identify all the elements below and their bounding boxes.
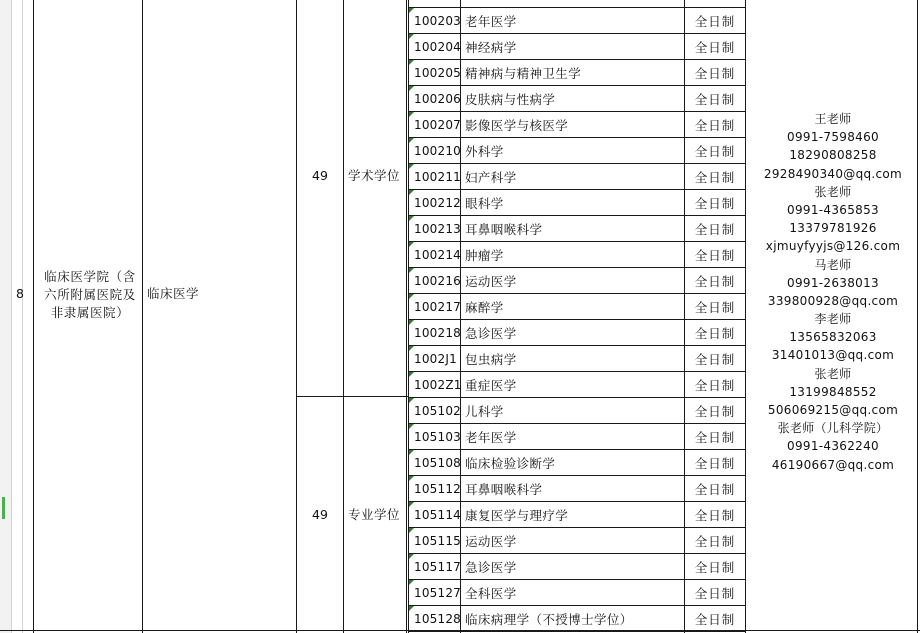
program-code-cell[interactable]: 105108: [414, 455, 462, 470]
col-border-i: [745, 0, 746, 633]
contact-line: 506069215@qq.com: [767, 403, 899, 417]
contact-line: 王老师: [814, 112, 852, 126]
professional-type-cell[interactable]: 专业学位: [348, 507, 401, 522]
study-mode-cell[interactable]: 全日制: [694, 65, 736, 81]
program-code-cell[interactable]: 100212: [414, 195, 462, 210]
contact-line: 0991-2638013: [787, 275, 879, 290]
program-code-cell[interactable]: 105114: [414, 507, 462, 522]
program-code-cell[interactable]: 100210: [414, 143, 462, 158]
study-mode-cell[interactable]: 全日制: [694, 507, 736, 523]
active-row-marker: [2, 497, 5, 519]
program-name-cell[interactable]: 神经病学: [465, 39, 517, 55]
gridline: [11, 0, 12, 633]
program-code-cell[interactable]: 100218: [414, 325, 462, 340]
contact-line: 张老师: [814, 366, 852, 381]
col-border-c: [296, 0, 297, 633]
contact-line: 张老师: [814, 184, 852, 199]
professional-quota-cell[interactable]: 49: [312, 507, 328, 522]
program-name-cell[interactable]: 耳鼻咽喉科学: [465, 221, 543, 237]
contact-cell[interactable]: [748, 110, 918, 474]
program-code-cell[interactable]: 1002Z1: [414, 377, 462, 392]
study-mode-cell[interactable]: 全日制: [694, 377, 736, 393]
contact-line: 马老师: [814, 257, 852, 272]
program-name-cell[interactable]: 影像医学与核医学: [465, 117, 569, 133]
program-name-cell[interactable]: 临床病理学（不授博士学位）: [465, 611, 633, 627]
program-name-cell[interactable]: 重症医学: [465, 377, 517, 393]
program-code-cell[interactable]: 100211: [414, 169, 462, 184]
program-name-cell[interactable]: 急诊医学: [465, 325, 517, 341]
program-code-cell[interactable]: 105103: [414, 429, 462, 444]
program-name-cell[interactable]: 麻醉学: [465, 299, 504, 315]
college-cell[interactable]: [38, 268, 142, 322]
program-name-cell[interactable]: 包虫病学: [465, 351, 517, 367]
contact-line: 13379781926: [789, 221, 877, 236]
program-code-cell[interactable]: 100207: [414, 117, 462, 132]
study-mode-cell[interactable]: 全日制: [694, 273, 736, 289]
program-code-cell[interactable]: 105112: [414, 481, 462, 496]
contact-line: 46190667@qq.com: [771, 457, 895, 472]
program-name-cell[interactable]: 眼科学: [465, 195, 504, 211]
program-name-cell[interactable]: 老年医学: [465, 429, 517, 445]
col-border-a: [33, 0, 34, 633]
program-code-cell[interactable]: 100216: [414, 273, 462, 288]
program-code-cell[interactable]: 105117: [414, 559, 462, 574]
contact-line: 339800928@qq.com: [767, 293, 899, 308]
program-name-cell[interactable]: 外科学: [465, 143, 504, 159]
row-header-strip[interactable]: [0, 0, 11, 633]
program-code-cell[interactable]: 100204: [414, 39, 462, 54]
program-name-cell[interactable]: 老年医学: [465, 13, 517, 29]
program-code-cell[interactable]: 100203: [414, 13, 462, 28]
study-mode-cell[interactable]: 全日制: [694, 403, 736, 419]
col-border-b: [142, 0, 143, 633]
college-line-2: 六所附属医院及: [44, 287, 136, 302]
program-name-cell[interactable]: 全科医学: [465, 585, 517, 601]
program-name-cell[interactable]: 急诊医学: [465, 559, 517, 575]
study-mode-cell[interactable]: 全日制: [694, 195, 736, 211]
gridline: [22, 0, 23, 633]
col-border-d: [343, 0, 344, 633]
contact-line: 13199848552: [789, 384, 877, 399]
study-mode-cell[interactable]: 全日制: [694, 585, 736, 601]
study-mode-cell[interactable]: 全日制: [694, 91, 736, 107]
study-mode-cell[interactable]: 全日制: [694, 169, 736, 185]
study-mode-cell[interactable]: 全日制: [694, 13, 736, 29]
contact-line: 0991-4362240: [787, 439, 879, 454]
program-code-cell[interactable]: 100217: [414, 299, 462, 314]
program-row-line: [408, 631, 745, 632]
contact-line: 18290808258: [789, 148, 877, 163]
study-mode-cell[interactable]: 全日制: [694, 143, 736, 159]
study-mode-cell[interactable]: 全日制: [694, 247, 736, 263]
program-name-cell[interactable]: 临床检验诊断学: [465, 455, 556, 471]
program-name-cell[interactable]: 皮肤病与性病学: [465, 91, 556, 107]
program-code-cell[interactable]: 100213: [414, 221, 462, 236]
study-mode-cell[interactable]: 全日制: [694, 39, 736, 55]
study-mode-cell[interactable]: 全日制: [694, 611, 736, 627]
program-name-cell[interactable]: 康复医学与理疗学: [465, 507, 569, 523]
academic-type-cell[interactable]: 学术学位: [348, 168, 401, 183]
contact-line: xjmuyfyyjs@126.com: [765, 239, 901, 254]
study-mode-cell[interactable]: 全日制: [694, 455, 736, 471]
contact-line: 李老师: [814, 312, 852, 327]
program-code-cell[interactable]: 1002J1: [414, 351, 457, 366]
program-name-cell[interactable]: 妇产科学: [465, 169, 517, 185]
contact-line: 0991-4365853: [787, 202, 879, 217]
program-name-cell[interactable]: 肿瘤学: [465, 247, 504, 263]
program-code-cell[interactable]: 100214: [414, 247, 462, 262]
academic-quota-cell[interactable]: 49: [312, 168, 328, 183]
col-border-e: [406, 0, 407, 633]
study-mode-cell[interactable]: 全日制: [694, 481, 736, 497]
contact-line: 31401013@qq.com: [771, 348, 895, 363]
study-mode-cell[interactable]: 全日制: [694, 429, 736, 445]
program-code-cell[interactable]: 105127: [414, 585, 462, 600]
study-mode-cell[interactable]: 全日制: [694, 559, 736, 575]
program-name-cell[interactable]: 儿科学: [465, 403, 504, 419]
group-divider: [296, 396, 408, 397]
study-mode-cell[interactable]: 全日制: [694, 117, 736, 133]
college-line-1: 临床医学院（含: [44, 269, 136, 284]
contact-line: 13565832063: [789, 330, 877, 345]
row-number-cell[interactable]: 8: [16, 286, 24, 301]
program-name-cell[interactable]: 精神病与精神卫生学: [465, 65, 582, 81]
discipline-cell[interactable]: 临床医学: [147, 286, 200, 301]
contact-line: 0991-7598460: [787, 130, 879, 145]
program-code-cell[interactable]: 100205: [414, 65, 462, 80]
program-name-cell[interactable]: 运动医学: [465, 533, 517, 549]
program-code-cell[interactable]: 105128: [414, 611, 462, 626]
study-mode-cell[interactable]: 全日制: [694, 325, 736, 341]
contact-line: 张老师（儿科学院）: [777, 421, 889, 436]
program-code-cell[interactable]: 105115: [414, 533, 462, 548]
study-mode-cell[interactable]: 全日制: [694, 221, 736, 237]
college-line-3: 非隶属医院）: [50, 305, 130, 320]
program-code-cell[interactable]: 100206: [414, 91, 462, 106]
study-mode-cell[interactable]: 全日制: [694, 299, 736, 315]
program-name-cell[interactable]: 运动医学: [465, 273, 517, 289]
program-name-cell[interactable]: 耳鼻咽喉科学: [465, 481, 543, 497]
contact-line: 2928490340@qq.com: [763, 166, 903, 181]
study-mode-cell[interactable]: 全日制: [694, 533, 736, 549]
program-code-cell[interactable]: 105102: [414, 403, 462, 418]
study-mode-cell[interactable]: 全日制: [694, 351, 736, 367]
